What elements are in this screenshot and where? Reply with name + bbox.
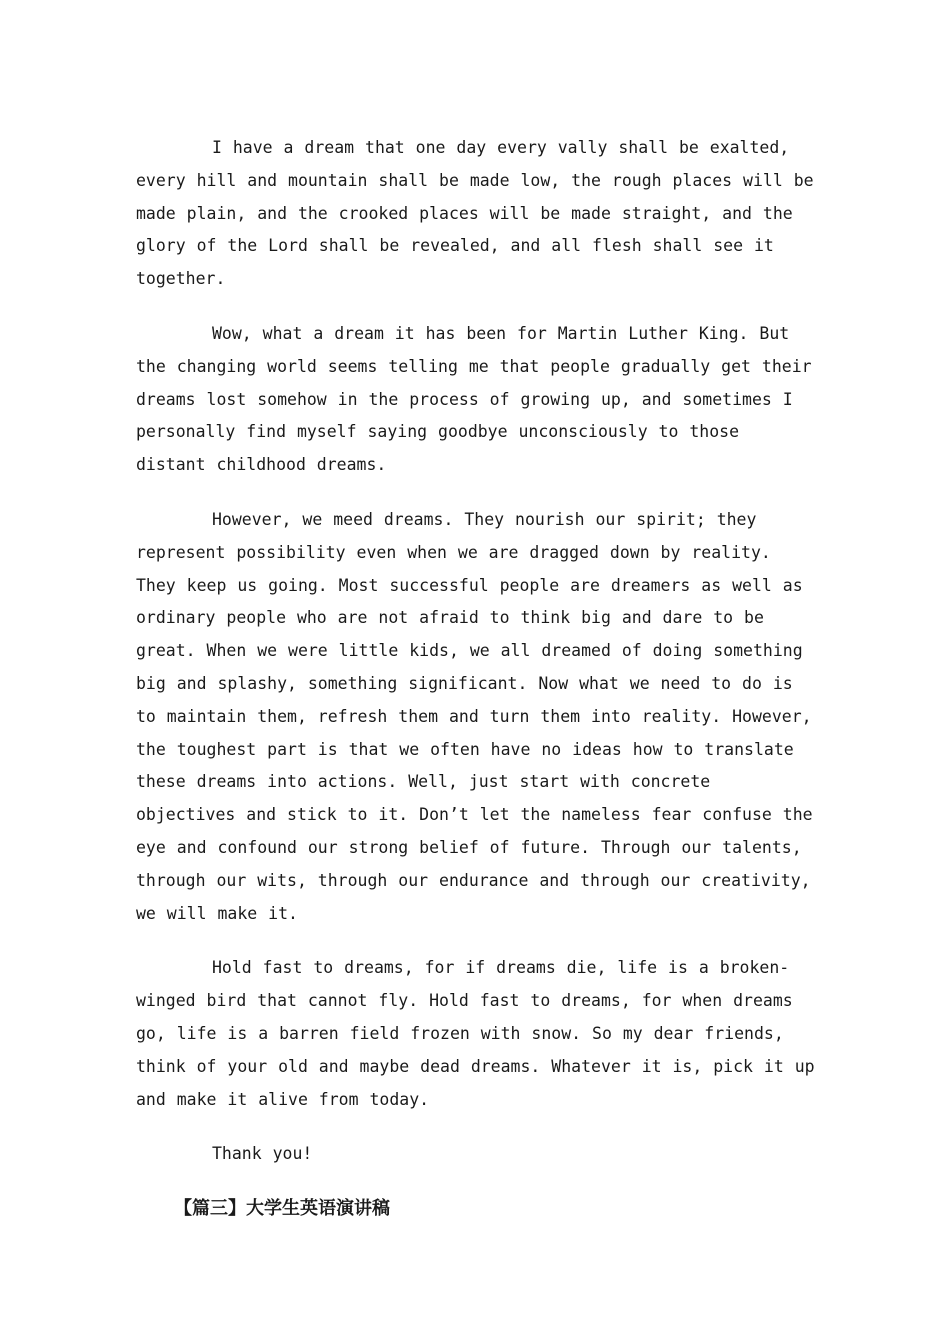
paragraph-need-dreams: However, we meed dreams. They nourish our spirit; they represent possibility even when we are dragged down by reality. They keep us going. Most successful people are dreamers as well as ordinary people who are not afraid to think big and dare to be great. When we were little kids, we all dreamed of doing something big and splashy, something significant. Now what we need to do is to maintain them, refresh them and turn them into reality. However, the toughest part is that we often have no ideas how to translate these dreams into actions. Well, just start with concrete objectives and stick to it. Don’t let the nameless fear confuse the eye and confound our strong belief of future. Through our talents, through our wits, through our endurance and through our creativity, we will make it. [136,509,813,923]
paragraph-dream-quote: I have a dream that one day every vally shall be exalted, every hill and mountain shall be made low, the rough places will be made plain, and the crooked places will be made straight, and the glory of the Lord shall be revealed, and all flesh shall see it together. [136,138,814,289]
paragraph-thank-you: Thank you! [212,1144,313,1164]
paragraph-changing-world: Wow, what a dream it has been for Martin Luther King. But the changing world seems telling me that people gradually get their dreams lost somehow in the process of growing up, and sometimes I personally find myself saying goodbye unconsciously to those distant childhood dreams. [136,323,812,475]
section-heading: 【篇三】大学生英语演讲稿 [174,1198,390,1220]
document-page [136,132,816,1225]
paragraph-hold-fast: Hold fast to dreams, for if dreams die, life is a broken-winged bird that cannot fly. Hold fast to dreams, for when dreams go, life is a barren field frozen with snow. So my dear friends, think of your old and maybe dead dreams. Whatever it is, pick it up and make it alive from today. [136,958,815,1109]
